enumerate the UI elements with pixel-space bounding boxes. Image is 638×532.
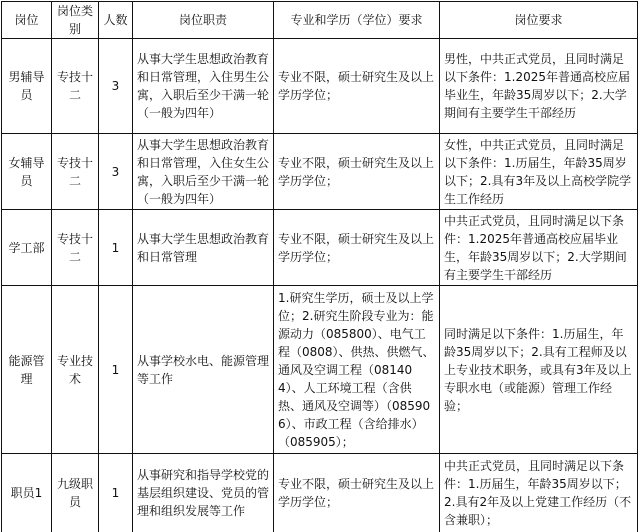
count-cell: 3: [99, 134, 133, 210]
table-row: [2, 39, 638, 134]
requirements-cell: 同时满足以下条件：1.历届生，年龄35周岁以下；2.具有工程师及以上专业技术职务，或具有3年及以上专职水电（或能源）管理工作经验；: [440, 286, 638, 454]
category-cell: 专技十二: [52, 134, 99, 210]
category-cell: 专技十二: [52, 39, 99, 134]
category-cell: 专业技术: [52, 286, 99, 454]
count-cell: 1: [99, 286, 133, 454]
header-category: 岗位类别: [52, 2, 99, 39]
header-count: 人数: [99, 2, 133, 39]
header-major: 专业和学历（学位）要求: [274, 2, 440, 39]
position-cell: 能源管理: [2, 286, 52, 454]
position-cell: 男辅导员: [2, 39, 52, 134]
duties-cell: 从事大学生思想政治教育和日常管理: [133, 210, 274, 286]
major-cell: 1.研究生学历，硕士及以上学位；2.研究生阶段专业为：能源动力（085800）、电气工程（0808）、供热、供燃气、通风及空调工程（081404）、人工环境工程（含供热、通风及空调等）（085906）、市政工程（含给排水）（085905）；: [274, 286, 440, 454]
requirements-cell: 女性，中共正式党员，且同时满足以下条件：1.历届生，年龄35周岁以下；2.具有3年及以上高校学院学生工作经历: [440, 134, 638, 210]
count-cell: 1: [99, 454, 133, 532]
header-position: 岗位: [2, 2, 52, 39]
major-cell: 专业不限，硕士研究生及以上学历学位；: [274, 454, 440, 532]
major-cell: 专业不限，硕士研究生及以上学历学位；: [274, 134, 440, 210]
table-row: [2, 210, 638, 286]
requirements-cell: 男性，中共正式党员，且同时满足以下条件：1.2025年普通高校应届毕业生，年龄35周岁以下；2.大学期间有主要学生干部经历: [440, 39, 638, 134]
header-row: [2, 2, 638, 39]
header-duties: 岗位职责: [133, 2, 274, 39]
table-row: [2, 286, 638, 454]
position-cell: 学工部: [2, 210, 52, 286]
requirements-cell: 中共正式党员，且同时满足以下条件：1.2025年普通高校应届毕业生，年龄35周岁以下；2.大学期间有主要学生干部经历: [440, 210, 638, 286]
major-cell: 专业不限，硕士研究生及以上学历学位；: [274, 39, 440, 134]
position-cell: 职员1: [2, 454, 52, 532]
duties-cell: 从事学校水电、能源管理等工作: [133, 286, 274, 454]
position-cell: 女辅导员: [2, 134, 52, 210]
requirements-cell: 中共正式党员，且同时满足以下条件：1.历届生，年龄35周岁以下；2.具有2年及以上党建工作经历（不含兼职）；: [440, 454, 638, 532]
count-cell: 1: [99, 210, 133, 286]
header-requirements: 岗位要求: [440, 2, 638, 39]
category-cell: 九级职员: [52, 454, 99, 532]
category-cell: 专技十二: [52, 210, 99, 286]
recruitment-table: [1, 1, 638, 532]
major-cell: 专业不限，硕士研究生及以上学历学位；: [274, 210, 440, 286]
table-row: [2, 454, 638, 532]
duties-cell: 从事大学生思想政治教育和日常管理，入住女生公寓，入职后至少干满一轮（一般为四年）: [133, 134, 274, 210]
duties-cell: 从事研究和指导学校党的基层组织建设、党员的管理和组织发展等工作: [133, 454, 274, 532]
duties-cell: 从事大学生思想政治教育和日常管理，入住男生公寓，入职后至少干满一轮（一般为四年）: [133, 39, 274, 134]
table-row: [2, 134, 638, 210]
count-cell: 3: [99, 39, 133, 134]
